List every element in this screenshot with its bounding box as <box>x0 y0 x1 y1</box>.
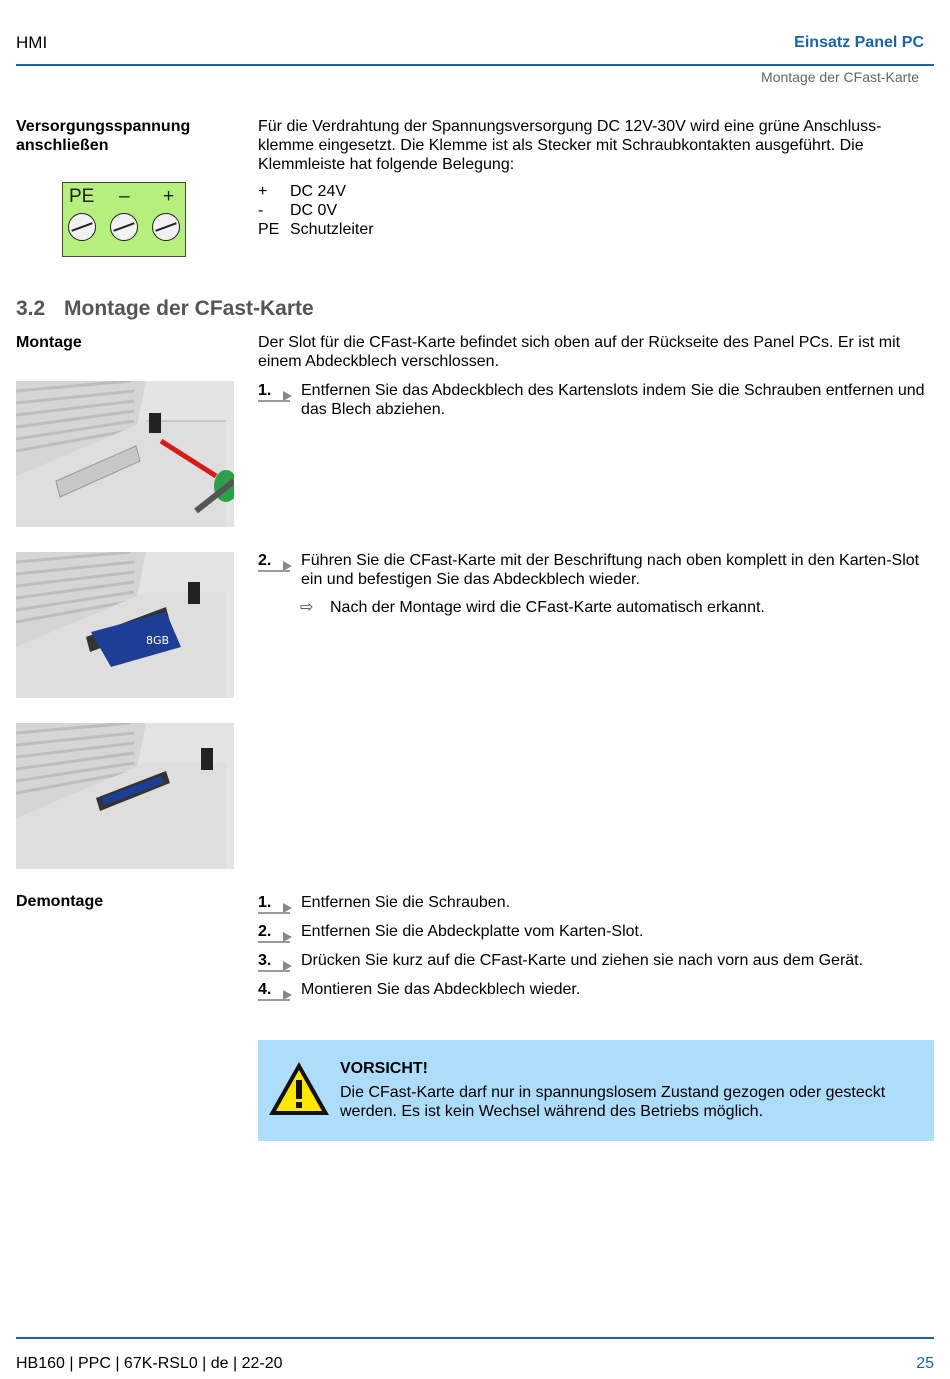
step-text: Entfernen Sie die Schrauben. <box>301 894 511 911</box>
pin-row: + DC 24V <box>258 183 347 200</box>
pin-row: PE Schutzleiter <box>258 221 374 238</box>
terminal-label-plus: + <box>163 186 175 207</box>
page-number: 25 <box>916 1355 934 1372</box>
demontage-step-4 <box>258 980 934 999</box>
section-number: 3.2 <box>16 297 46 320</box>
montage-label: Montage <box>16 334 82 351</box>
demontage-step-1 <box>258 893 934 912</box>
step-number: 2. <box>258 551 301 589</box>
footer-rule <box>16 1337 934 1339</box>
step-text: Entfernen Sie die Abdeckplatte vom Karten-Slot. <box>301 923 644 940</box>
photo-remove-cover <box>16 381 234 527</box>
pin-row: - DC 0V <box>258 202 338 219</box>
result-arrow-icon: ⇨ <box>300 599 314 616</box>
montage-step-2 <box>258 551 934 589</box>
section-heading <box>16 297 314 321</box>
screw-icon <box>110 213 138 241</box>
step-number: 1. <box>258 381 301 419</box>
pin-assignment-list <box>258 182 374 239</box>
caution-title: VORSICHT! <box>340 1060 428 1077</box>
step-number: 1. <box>258 893 301 912</box>
section-title: Montage der CFast-Karte <box>64 297 314 320</box>
footer-doc-id: HB160 | PPC | 67K-RSL0 | de | 22-20 <box>16 1355 283 1372</box>
caution-box <box>258 1040 934 1141</box>
step-number: 4. <box>258 980 301 999</box>
terminal-label-minus: – <box>119 186 130 207</box>
warning-triangle-icon <box>267 1060 331 1118</box>
demontage-step-2 <box>258 922 934 941</box>
step-text: Montieren Sie das Abdeckblech wieder. <box>301 981 581 998</box>
step-number: 3. <box>258 951 301 970</box>
header-product: HMI <box>16 33 48 52</box>
supply-label: Versorgungsspannung anschließen <box>16 118 191 154</box>
photo-card-inserted <box>16 723 234 869</box>
step-text: Drücken Sie kurz auf die CFast-Karte und ziehen sie nach vorn aus dem Gerät. <box>301 952 864 969</box>
supply-text: Für die Verdrahtung der Spannungsversorgung DC 12V-30V wird eine grüne Anschluss-klemme eingesetzt. Die Klemme ist als Stecker mit Schraubkontakten ausgeführt. Die Klemmleiste hat folgende Belegung: <box>258 118 882 173</box>
card-label: 8GB <box>146 634 170 647</box>
demontage-step-3 <box>258 951 934 970</box>
step-number: 2. <box>258 922 301 941</box>
header-rule <box>16 64 934 66</box>
screw-icon <box>152 213 180 241</box>
photo-insert-card <box>16 552 234 698</box>
montage-intro: Der Slot für die CFast-Karte befindet sich oben auf der Rückseite des Panel PCs. Er ist mit einem Abdeckblech verschlossen. <box>258 334 901 370</box>
caution-text: Die CFast-Karte darf nur in spannungslosem Zustand gezogen oder gesteckt werden. Es ist kein Wechsel während des Betriebs möglich. <box>340 1084 886 1120</box>
step-result: ⇨ Nach der Montage wird die CFast-Karte automatisch erkannt. <box>300 599 765 616</box>
header-section: Montage der CFast-Karte <box>761 69 919 85</box>
demontage-label: Demontage <box>16 893 104 910</box>
header-chapter: Einsatz Panel PC <box>794 34 924 51</box>
step-text: Führen Sie die CFast-Karte mit der Beschriftung nach oben komplett in den Karten-Slot ein und befestigen Sie das Abdeckblech wieder. <box>301 552 920 588</box>
montage-step-1 <box>258 381 934 419</box>
step-text: Entfernen Sie das Abdeckblech des Kartenslots indem Sie die Schrauben entfernen und das Blech abziehen. <box>301 382 925 418</box>
terminal-block-diagram <box>62 182 186 257</box>
terminal-label-pe: PE <box>69 186 95 207</box>
screw-icon <box>68 213 96 241</box>
